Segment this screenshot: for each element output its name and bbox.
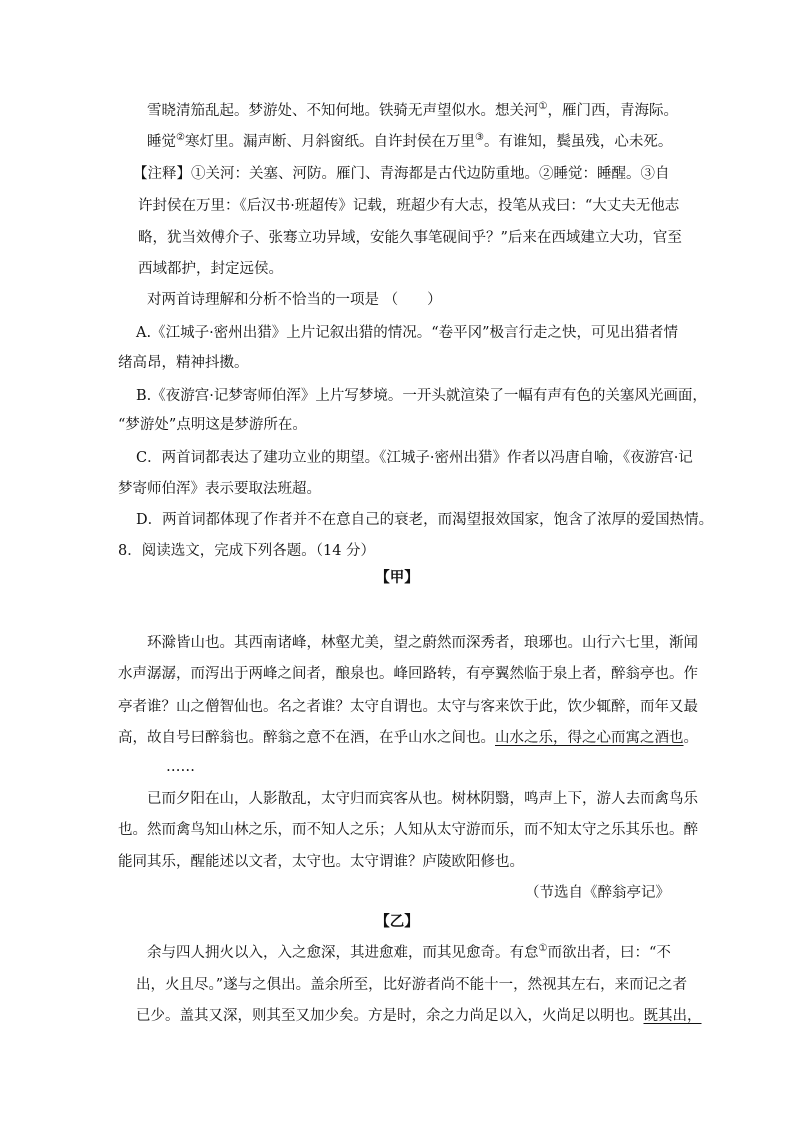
poem-text: 寒灯里。漏声断、月斜窗纸。自许封侯在万里	[184, 134, 475, 150]
footnote-marker: ③	[474, 132, 484, 144]
notes-line: 许封侯在万里：《后汉书·班超传》记载，班超少有大志，投笔从戎曰：“大丈夫无他志	[138, 198, 680, 214]
option-d: D．两首词都体现了作者并不在意自己的衰老，而渴望报效国家，饱含了浓厚的爱国热情。	[136, 512, 714, 528]
notes-line: 西域都护，封定远侯。	[138, 261, 283, 277]
source-citation: （节选自《醉翁亭记》	[525, 885, 670, 901]
poem-text: ，雁门西，青海际。	[547, 103, 678, 119]
option-a: A.《江城子·密州出猎》上片记叙出猎的情况。“卷平冈”极言行走之快，可见出猎者情	[136, 325, 679, 341]
passage-text: 。	[683, 730, 698, 746]
passage-text: 已少。盖其又深，则其至又加少矣。方是时，余之力尚足以入，火尚足以明也。	[136, 1008, 644, 1024]
poem-line-1	[147, 101, 678, 121]
passage-line: 水声潺潺，而泻出于两峰之间者，酿泉也。峰回路转，有亭翼然临于泉上者，醉翁亭也。作	[118, 666, 698, 682]
footnote-marker: ②	[176, 132, 185, 144]
section-title-jia: 【甲】	[375, 569, 419, 586]
question-stem: 8．阅读选文，完成下列各题。（14 分）	[118, 543, 376, 559]
option-b-cont: “梦游处”点明这是梦游所在。	[118, 417, 307, 433]
passage-text: 而欲出者，曰：“不	[547, 945, 671, 961]
section-title-yi: 【乙】	[375, 913, 419, 930]
option-a-cont: 绪高昂，精神抖擞。	[118, 355, 249, 371]
notes-line: 略，犹当效傅介子、张骞立功异域，安能久事笔砚间乎？”后来在西域建立大功，官至	[138, 230, 682, 246]
question-stem: 对两首诗理解和分析不恰当的一项是 （ ）	[147, 292, 442, 308]
passage-line	[118, 728, 698, 748]
option-c-cont: 梦寄师伯浑》表示要取法班超。	[118, 481, 321, 497]
passage-line: 已而夕阳在山，人影散乱，太守归而宾客从也。树林阴翳，鸣声上下，游人去而禽鸟乐	[147, 791, 698, 807]
underlined-sentence: 既其出，	[643, 1008, 702, 1024]
poem-line-2	[147, 132, 672, 152]
passage-line	[136, 1006, 702, 1026]
option-b: B.《夜游宫·记梦寄师伯浑》上片写梦境。一开头就渲染了一幅有声有色的关塞风光画面，	[136, 388, 707, 404]
footnote-marker: ①	[538, 101, 548, 113]
passage-line: 能同其乐，醒能述以文者，太守也。太守谓谁？庐陵欧阳修也。	[118, 854, 524, 870]
poem-text: 睡觉	[147, 134, 176, 150]
poem-text: 雪晓清笳乱起。梦游处、不知何地。铁骑无声望似水。想关河	[147, 103, 539, 119]
passage-line: 出，火且尽。”遂与之俱出。盖余所至，比好游者尚不能十一，然视其左右，来而记之者	[136, 977, 688, 993]
footnote-marker: ①	[538, 943, 548, 955]
passage-text: 高，故自号曰醉翁也。醉翁之意不在酒，在乎山水之间也。	[118, 730, 495, 746]
poem-text: 。有谁知，鬓虽残，心未死。	[483, 134, 673, 150]
passage-text: 余与四人拥火以入，入之愈深，其进愈难，而其见愈奇。有怠	[147, 945, 539, 961]
passage-line: 亭者谁？山之僧智仙也。名之者谁？太守自谓也。太守与客来饮于此，饮少辄醉，而年又最	[118, 699, 698, 715]
notes-line: 【注释】①关河：关塞、河防。雁门、青海都是古代边防重地。②睡觉：睡醒。③自	[133, 166, 670, 182]
underlined-sentence: 山水之乐，得之心而寓之酒也	[495, 730, 684, 746]
option-c: C．两首词都表达了建功立业的期望。《江城子·密州出猎》作者以冯唐自喻，《夜游宫·记	[136, 450, 693, 466]
passage-line: 也。然而禽鸟知山林之乐，而不知人之乐；人知从太守游而乐，而不知太守之乐其乐也。醉	[118, 822, 698, 838]
passage-line	[147, 943, 671, 963]
ellipsis: ……	[166, 759, 195, 775]
passage-line: 环滁皆山也。其西南诸峰，林壑尤美，望之蔚然而深秀者，琅琊也。山行六七里，渐闻	[147, 635, 698, 651]
